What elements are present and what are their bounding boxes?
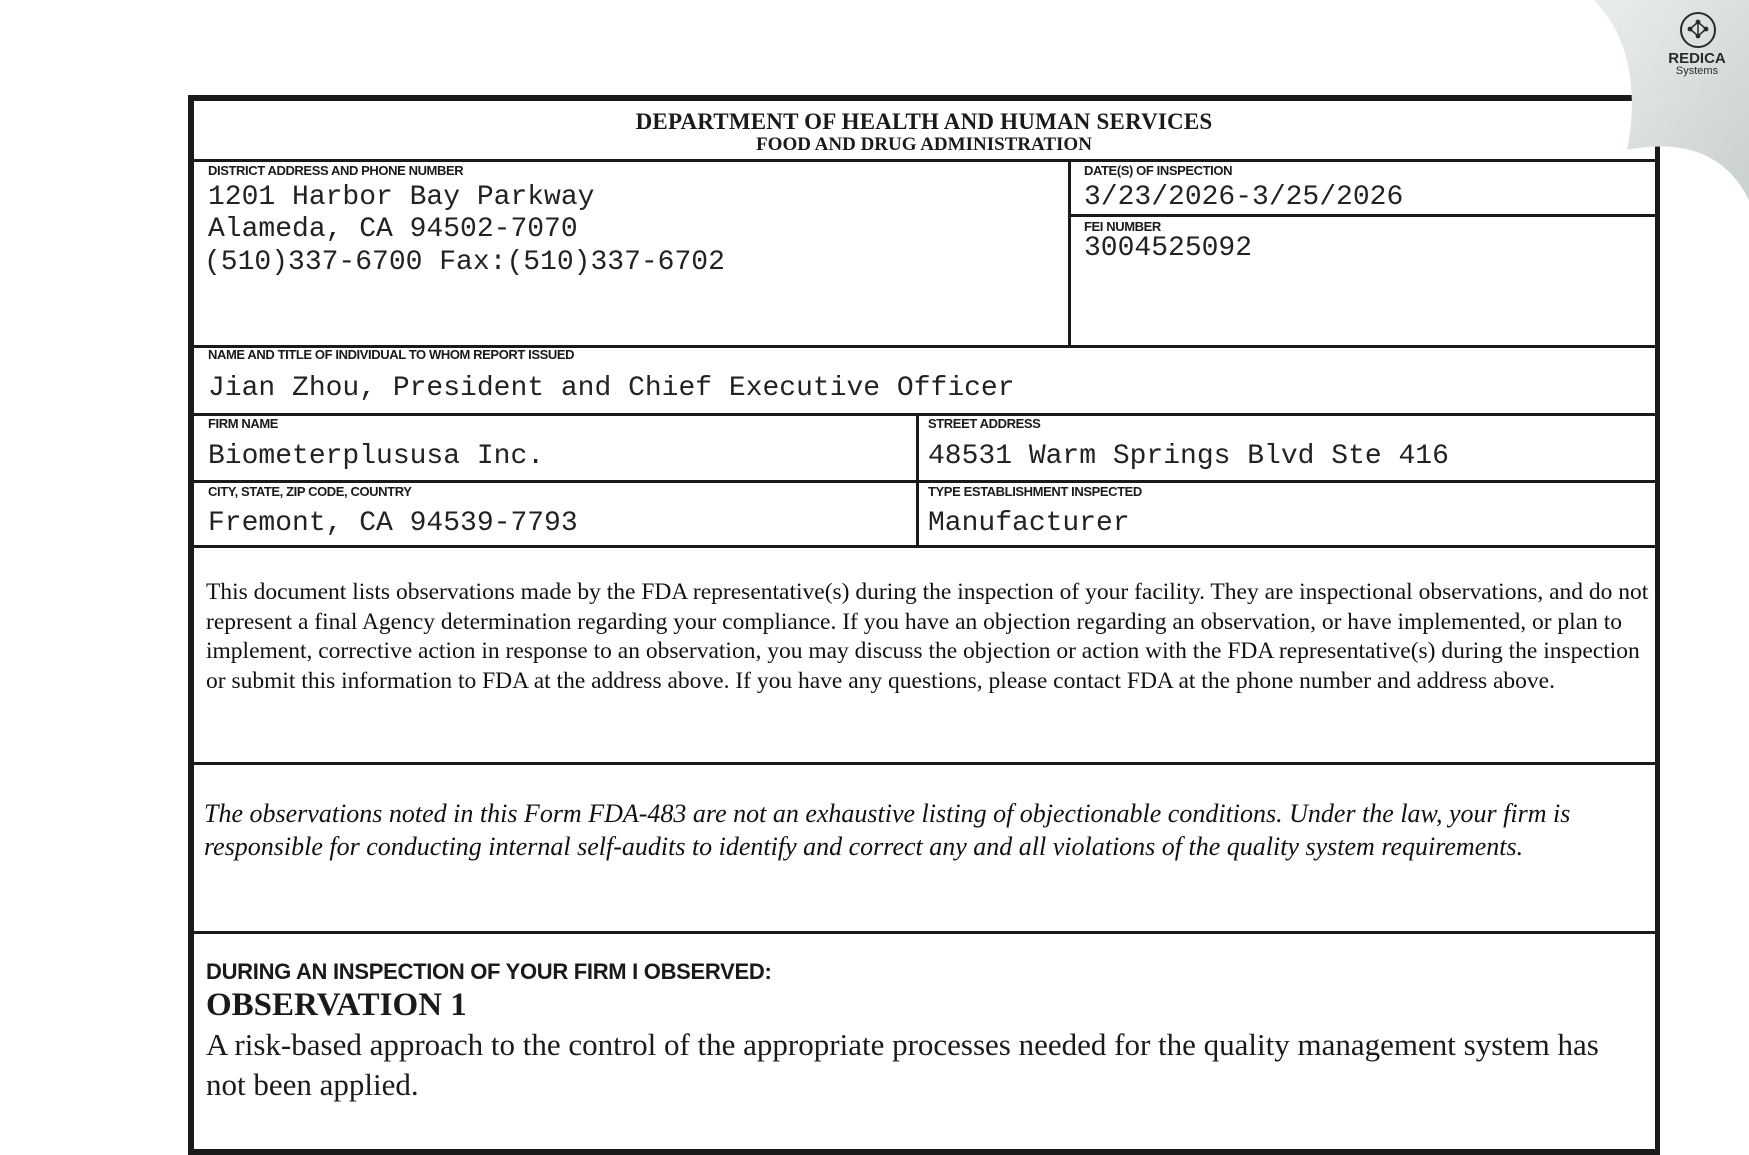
street-address-label: STREET ADDRESS (928, 416, 1041, 431)
district-address-line2: Alameda, CA 94502-7070 (208, 214, 578, 245)
divider (194, 931, 1660, 934)
district-phone: (510)337-6700 Fax:(510)337-6702 (204, 247, 725, 278)
individual-label: NAME AND TITLE OF INDIVIDUAL TO WHOM REPORT ISSUED (208, 347, 575, 362)
district-label: DISTRICT ADDRESS AND PHONE NUMBER (208, 163, 464, 178)
inspection-dates-label: DATE(S) OF INSPECTION (1084, 163, 1233, 178)
redica-network-icon (1678, 10, 1718, 50)
divider (1070, 214, 1660, 217)
divider (194, 413, 1660, 416)
page-curl-shape (1549, 0, 1749, 200)
logo-brand: REDICA (1668, 50, 1726, 67)
observation-text: A risk-based approach to the control of the appropriate processes needed for the quality management system has not been applied. (206, 1027, 1599, 1102)
street-address-value: 48531 Warm Springs Blvd Ste 416 (928, 441, 1449, 472)
establishment-type-value: Manufacturer (928, 508, 1130, 539)
redica-logo-corner (1549, 0, 1749, 200)
disclaimer-paragraph: The observations noted in this Form FDA-483 are not an exhaustive listing of objectionable conditions. Under the law, your firm is responsible for conducting internal self-audits to identify and correct any and all violations of the quality system requirements. (204, 799, 1571, 861)
divider (916, 413, 919, 547)
city-label: CITY, STATE, ZIP CODE, COUNTRY (208, 484, 412, 499)
establishment-type-label: TYPE ESTABLISHMENT INSPECTED (928, 484, 1142, 499)
district-address-line1: 1201 Harbor Bay Parkway (208, 182, 595, 213)
observations-intro: DURING AN INSPECTION OF YOUR FIRM I OBSERVED: (206, 959, 772, 984)
notice-paragraph: This document lists observations made by the FDA representative(s) during the inspection of your facility. They are inspectional observations, and do not represent a final Agency determination regarding your compliance. If you have an objection regarding an observation, or have implemented, or plan to implement, corrective action in response to an observation, you may discuss the objection or action with the FDA representative(s) during the inspection or submit this information to FDA at the address above. If you have any questions, please contact FDA at the phone number and address above. (206, 579, 1649, 694)
firm-name-label: FIRM NAME (208, 416, 279, 431)
divider (194, 762, 1660, 765)
logo-subtitle: Systems (1675, 65, 1719, 77)
inspection-dates-value: 3/23/2026-3/25/2026 (1084, 182, 1404, 213)
city-value: Fremont, CA 94539-7793 (208, 508, 578, 539)
divider (194, 545, 1660, 548)
fei-value: 3004525092 (1084, 233, 1253, 264)
observation-title: OBSERVATION 1 (206, 987, 467, 1023)
divider (194, 480, 1660, 483)
divider (1068, 159, 1071, 347)
department-heading: DEPARTMENT OF HEALTH AND HUMAN SERVICES (635, 109, 1213, 134)
individual-value: Jian Zhou, President and Chief Executive Officer (208, 373, 1015, 404)
firm-name-value: Biometerplususa Inc. (208, 441, 545, 472)
fda-483-form (188, 95, 1660, 1155)
agency-heading: FOOD AND DRUG ADMINISTRATION (756, 134, 1092, 155)
fei-label: FEI NUMBER (1084, 219, 1161, 234)
divider (194, 159, 1660, 162)
